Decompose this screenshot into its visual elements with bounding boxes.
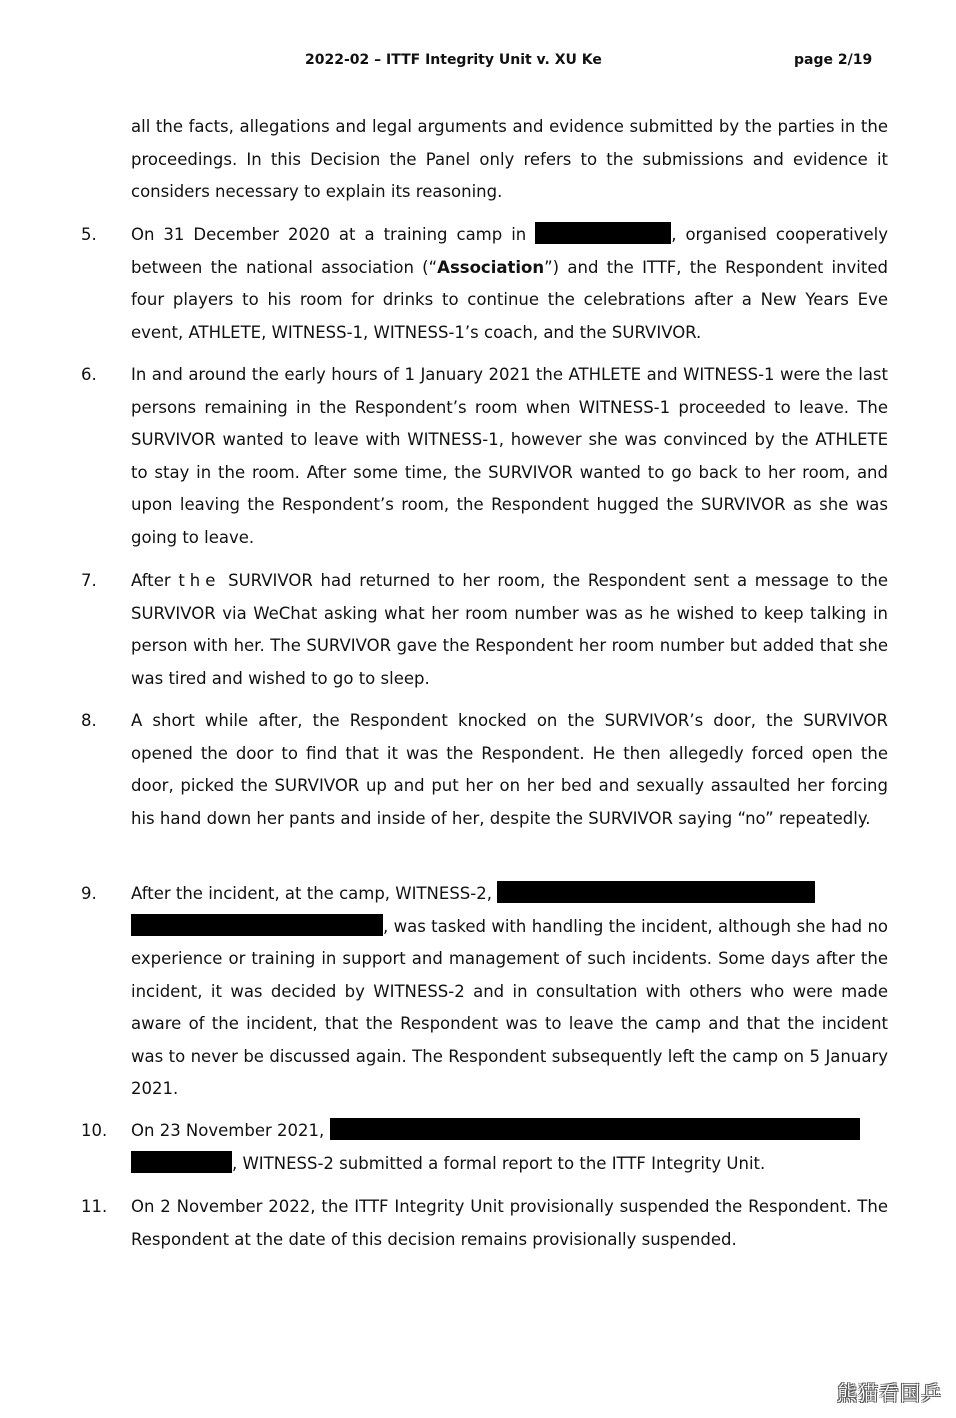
paragraph-7 — [0, 565, 956, 695]
paragraph-text-part: SURVIVOR had returned to her room, the Respondent sent a message to the SURVIVOR via WeChat asking what her room number was as he wished to keep talking in person with her. The SURVIVOR gave the Respondent her room number but added that she was tired and wished to go to sleep. — [131, 571, 888, 688]
document-title: 2022-02 – ITTF Integrity Unit v. XU Ke — [305, 52, 602, 68]
paragraph-text-part: the — [178, 571, 221, 590]
paragraph-number: 8. — [81, 711, 97, 730]
paragraph-text: On 2 November 2022, the ITTF Integrity Unit provisionally suspended the Respondent. The Respondent at the date of this decision remains provisionally suspended. — [131, 1197, 888, 1249]
paragraph-number: 6. — [81, 365, 97, 384]
paragraph-text — [131, 219, 888, 349]
page-header — [0, 52, 956, 76]
paragraph-number: 5. — [81, 225, 97, 244]
paragraph-text: A short while after, the Respondent knocked on the SURVIVOR’s door, the SURVIVOR opened the door to find that it was the Respondent. He then allegedly forced open the door, picked the SURVIVOR up and put her on her bed and sexually assaulted her forcing his hand down her pants and inside of her, despite the SURVIVOR saying “no” repeatedly. — [131, 711, 888, 828]
paragraph-text — [131, 565, 888, 695]
paragraph-text-part: On 23 November 2021, — [131, 1121, 325, 1140]
redaction-block — [131, 914, 383, 936]
paragraph-text: In and around the early hours of 1 January 2021 the ATHLETE and WITNESS-1 were the last persons remaining in the Respondent’s room when WITNESS-1 proceeded to leave. The SURVIVOR wanted to leave with WITNESS-1, however she was convinced by the ATHLETE to stay in the room. After some time, the SURVIVOR wanted to go back to her room, and upon leaving the Respondent’s room, the Respondent hugged the SURVIVOR as she was going to leave. — [131, 365, 888, 547]
intro-paragraph: all the facts, allegations and legal arguments and evidence submitted by the parties in the proceedings. In this Decision the Panel only refers to the submissions and evidence it considers necessary to explain its reasoning. — [131, 117, 888, 201]
paragraph-text-part: After the incident, at the camp, WITNESS-2, — [131, 884, 492, 903]
defined-term: Association — [437, 257, 545, 277]
paragraph-number: 10. — [81, 1121, 108, 1140]
paragraph-text-part: On 31 December 2020 at a training camp in — [131, 225, 527, 244]
paragraph-number: 7. — [81, 571, 97, 590]
redaction-block — [535, 222, 671, 244]
redaction-block — [330, 1118, 860, 1140]
paragraph-9 — [0, 878, 956, 1106]
redaction-block — [131, 1151, 232, 1173]
paragraph-8 — [0, 705, 956, 867]
paragraph-text-part: , was tasked with handling the incident, although she had no experience or training in support and management of such incidents. Some days after the incident, it was decided by WITNESS-2 and in consultation with others who were made aware of the incident, that the Respondent was to leave the camp and that the incident was to never be discussed again. The Respondent subsequently left the camp on 5 January 2021. — [131, 916, 888, 1098]
paragraph-text-part: , WITNESS-2 submitted a formal report to the ITTF Integrity Unit. — [232, 1153, 766, 1173]
paragraph-text-part: , organised cooperatively between the national association (“ — [131, 225, 888, 277]
redaction-block — [497, 881, 815, 903]
paragraph-number: 11. — [81, 1197, 108, 1216]
paragraph-text-part: After — [131, 571, 171, 590]
paragraph-10 — [0, 1115, 956, 1180]
paragraph-text — [131, 878, 888, 1106]
page-number: page 2/19 — [794, 52, 873, 68]
paragraph-5 — [0, 219, 956, 349]
paragraph-number: 9. — [81, 884, 97, 903]
paragraph-text-part: ”) and the ITTF, the Respondent invited four players to his room for drinks to continue the celebrations after a New Years Eve event, ATHLETE, WITNESS-1, WITNESS-1’s coach, and the SURVIVOR. — [131, 257, 888, 342]
paragraph-11 — [0, 1191, 956, 1291]
paragraph-text — [131, 1115, 888, 1180]
watermark: 熊猫看国乒 — [837, 1381, 942, 1405]
paragraph-6 — [0, 359, 956, 554]
